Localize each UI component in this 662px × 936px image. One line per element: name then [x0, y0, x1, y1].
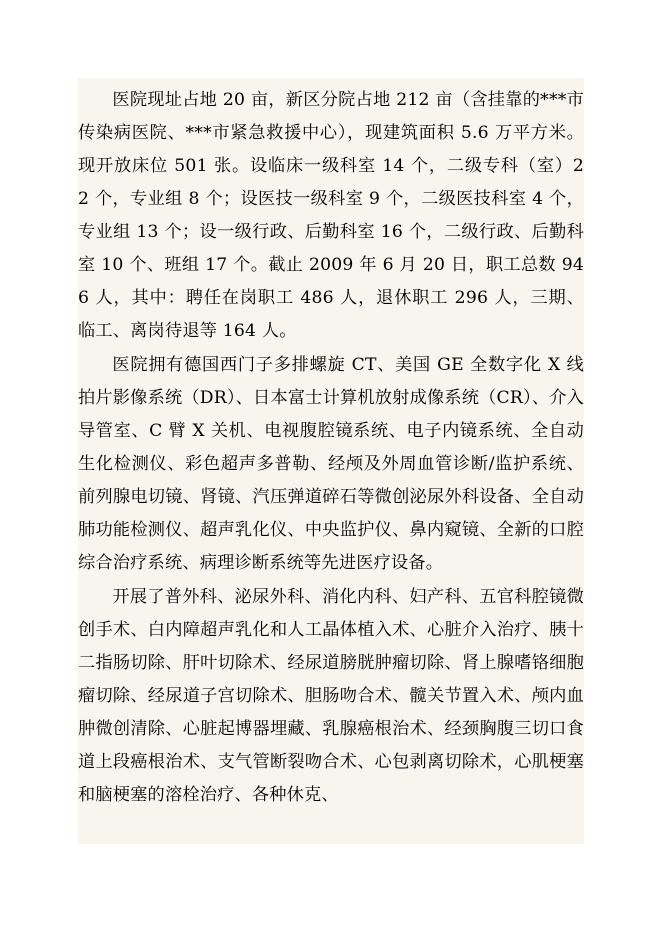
paragraph-medical-equipment: 医院拥有德国西门子多排螺旋 CT、美国 GE 全数字化 X 线拍片影像系统（DR）、日本富士计算机放射成像系统（CR）、介入导管室、C 臂 X 关机、电视腹腔镜系统、电子内镜系统、全自动生化检测仪、彩色超声多普勒、经颅及外周血管诊断/监护系统、前列腺电切镜、肾镜、汽压弹道碎石等微创泌尿外科设备、全自动肺功能检测仪、超声乳化仪、中央监护仪、鼻内窥镜、全新的口腔综合治疗系统、病理诊断系统等先进医疗设备。: [78, 355, 584, 573]
paragraph-hospital-overview: 医院现址占地 20 亩，新区分院占地 212 亩（含挂靠的***市传染病医院、***市紧急救援中心），现建筑面积 5.6 万平方米。现开放床位 501 张。设临床一级科室 14 个，二级专科（室）2 2 个，专业组 8 个；设医技一级科室 9 个，二级医技科室 4 个，专业组 13 个；设一级行政、后勤科室 16 个，二级行政、后勤科室 10 个、班组 17 个。截止 2009 年 6 月 20 日，职工总数 946 人，其中：聘任在岗职工 486 人，退休职工 296 人，三期、临工、离岗待退等 164 人。: [78, 90, 584, 341]
paragraph-surgical-procedures: 开展了普外科、泌尿外科、消化内科、妇产科、五官科腔镜微创手术、白内障超声乳化和人工晶体植入术、心脏介入治疗、胰十二指肠切除、肝叶切除术、经尿道膀胱肿瘤切除、肾上腺嗜铬细胞瘤切除、经尿道子宫切除术、胆肠吻合术、髋关节置入术、颅内血肿微创清除、心脏起博器埋藏、乳腺癌根治术、经颈胸腹三切口食道上段癌根治术、支气管断裂吻合术、心包剥离切除术，心肌梗塞和脑梗塞的溶栓治疗、各种休克、: [78, 587, 584, 805]
document-text-block: [78, 78, 584, 844]
